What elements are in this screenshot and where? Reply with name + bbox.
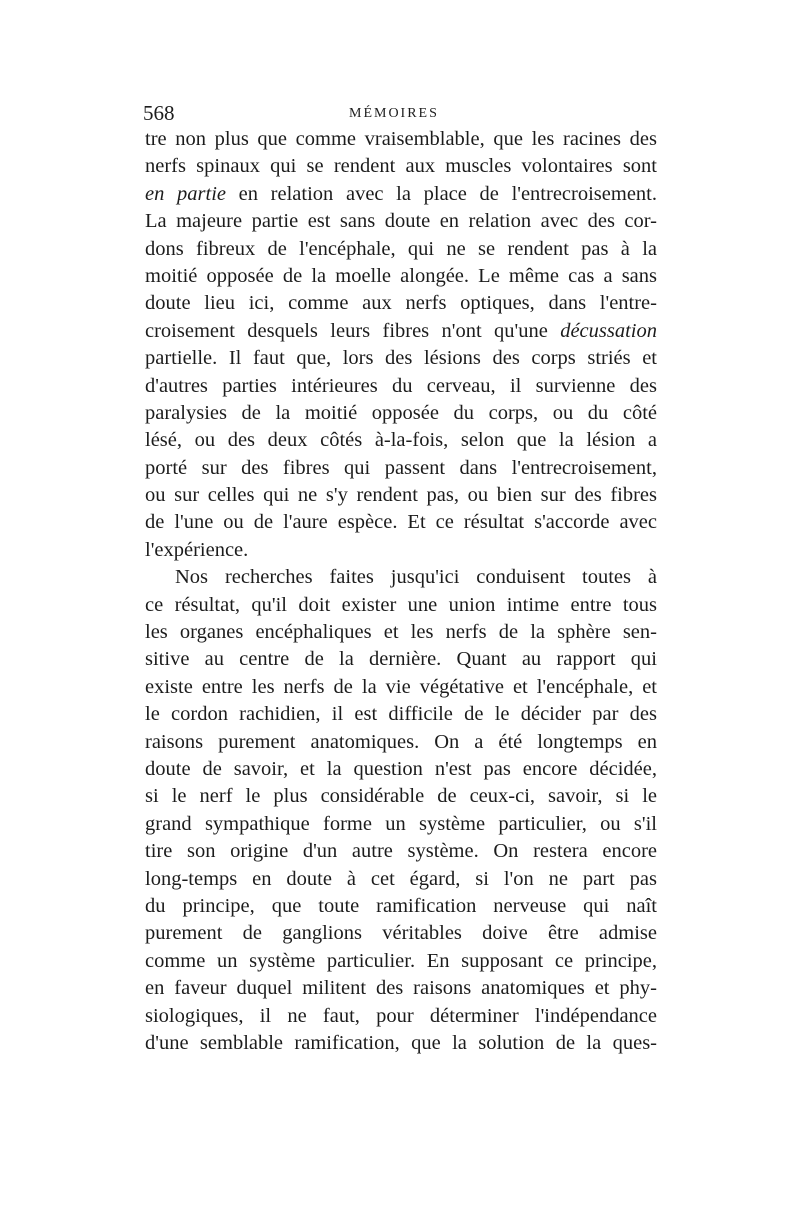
text-line: partielle. Il faut que, lors des lésions des corps striés et <box>145 347 657 370</box>
page-header <box>143 100 653 126</box>
text-line: siologiques, il ne faut, pour déterminer l'indépendance <box>145 1004 657 1027</box>
text-line: comme un système particulier. En supposant ce principe, <box>145 949 657 972</box>
text-line: raisons purement anatomiques. On a été longtemps en <box>145 730 657 753</box>
text-line: doute de savoir, et la question n'est pas encore décidée, <box>145 757 657 780</box>
text-line: dons fibreux de l'encéphale, qui ne se rendent pas à la <box>145 237 657 260</box>
text-line: nerfs spinaux qui se rendent aux muscles volontaires sont <box>145 155 657 178</box>
text-line: existe entre les nerfs de la vie végétative et l'encéphale, et <box>145 675 657 698</box>
text-line: si le nerf le plus considérable de ceux-ci, savoir, si le <box>145 785 657 808</box>
text-line: d'une semblable ramification, que la solution de la ques- <box>145 1031 657 1054</box>
text-line: La majeure partie est sans doute en relation avec des cor- <box>145 210 657 233</box>
running-head: MÉMOIRES <box>349 106 439 121</box>
text-line: les organes encéphaliques et les nerfs de la sphère sen- <box>145 621 657 644</box>
text-line: sitive au centre de la dernière. Quant au rapport qui <box>145 648 657 671</box>
text-line: du principe, que toute ramification nerveuse qui naît <box>145 894 657 917</box>
page-number: 568 <box>143 101 175 125</box>
text-line: tre non plus que comme vraisemblable, que les racines des <box>145 128 657 150</box>
text-line: le cordon rachidien, il est difficile de le décider par des <box>145 703 657 726</box>
text-line: lésé, ou des deux côtés à-la-fois, selon que la lésion a <box>145 429 657 452</box>
text-line: Nos recherches faites jusqu'ici conduisent toutes à <box>175 566 657 589</box>
text-line: tire son origine d'un autre système. On restera encore <box>145 840 657 863</box>
text-line: ou sur celles qui ne s'y rendent pas, ou bien sur des fibres <box>145 484 657 507</box>
text-line: de l'une ou de l'aure espèce. Et ce résultat s'accorde avec <box>145 511 657 534</box>
italic-phrase: en partie <box>145 182 226 205</box>
text-line: d'autres parties intérieures du cerveau, il survienne des <box>145 374 657 397</box>
text-line: en faveur duquel militent des raisons anatomiques et phy- <box>145 977 657 1000</box>
body-text <box>145 126 657 1057</box>
text-line: purement de ganglions véritables doive être admise <box>145 922 657 945</box>
text-line: moitié opposée de la moelle alongée. Le même cas a sans <box>145 264 657 287</box>
text-line: grand sympathique forme un système particulier, ou s'il <box>145 812 657 835</box>
italic-phrase: décussation <box>560 319 657 342</box>
text-line: en partie en relation avec la place de l'entrecroisement. <box>145 182 657 205</box>
text-line: l'expérience. <box>145 538 249 561</box>
text-line: paralysies de la moitié opposée du corps, ou du côté <box>145 401 657 424</box>
text-line: ce résultat, qu'il doit exister une union intime entre tous <box>145 593 657 616</box>
text-line: porté sur des fibres qui passent dans l'entrecroisement, <box>145 456 657 479</box>
text-line: doute lieu ici, comme aux nerfs optiques, dans l'entre- <box>145 292 657 315</box>
text-line: croisement desquels leurs fibres n'ont qu'une décussation <box>145 319 657 342</box>
text-line: long-temps en doute à cet égard, si l'on ne part pas <box>145 867 657 890</box>
